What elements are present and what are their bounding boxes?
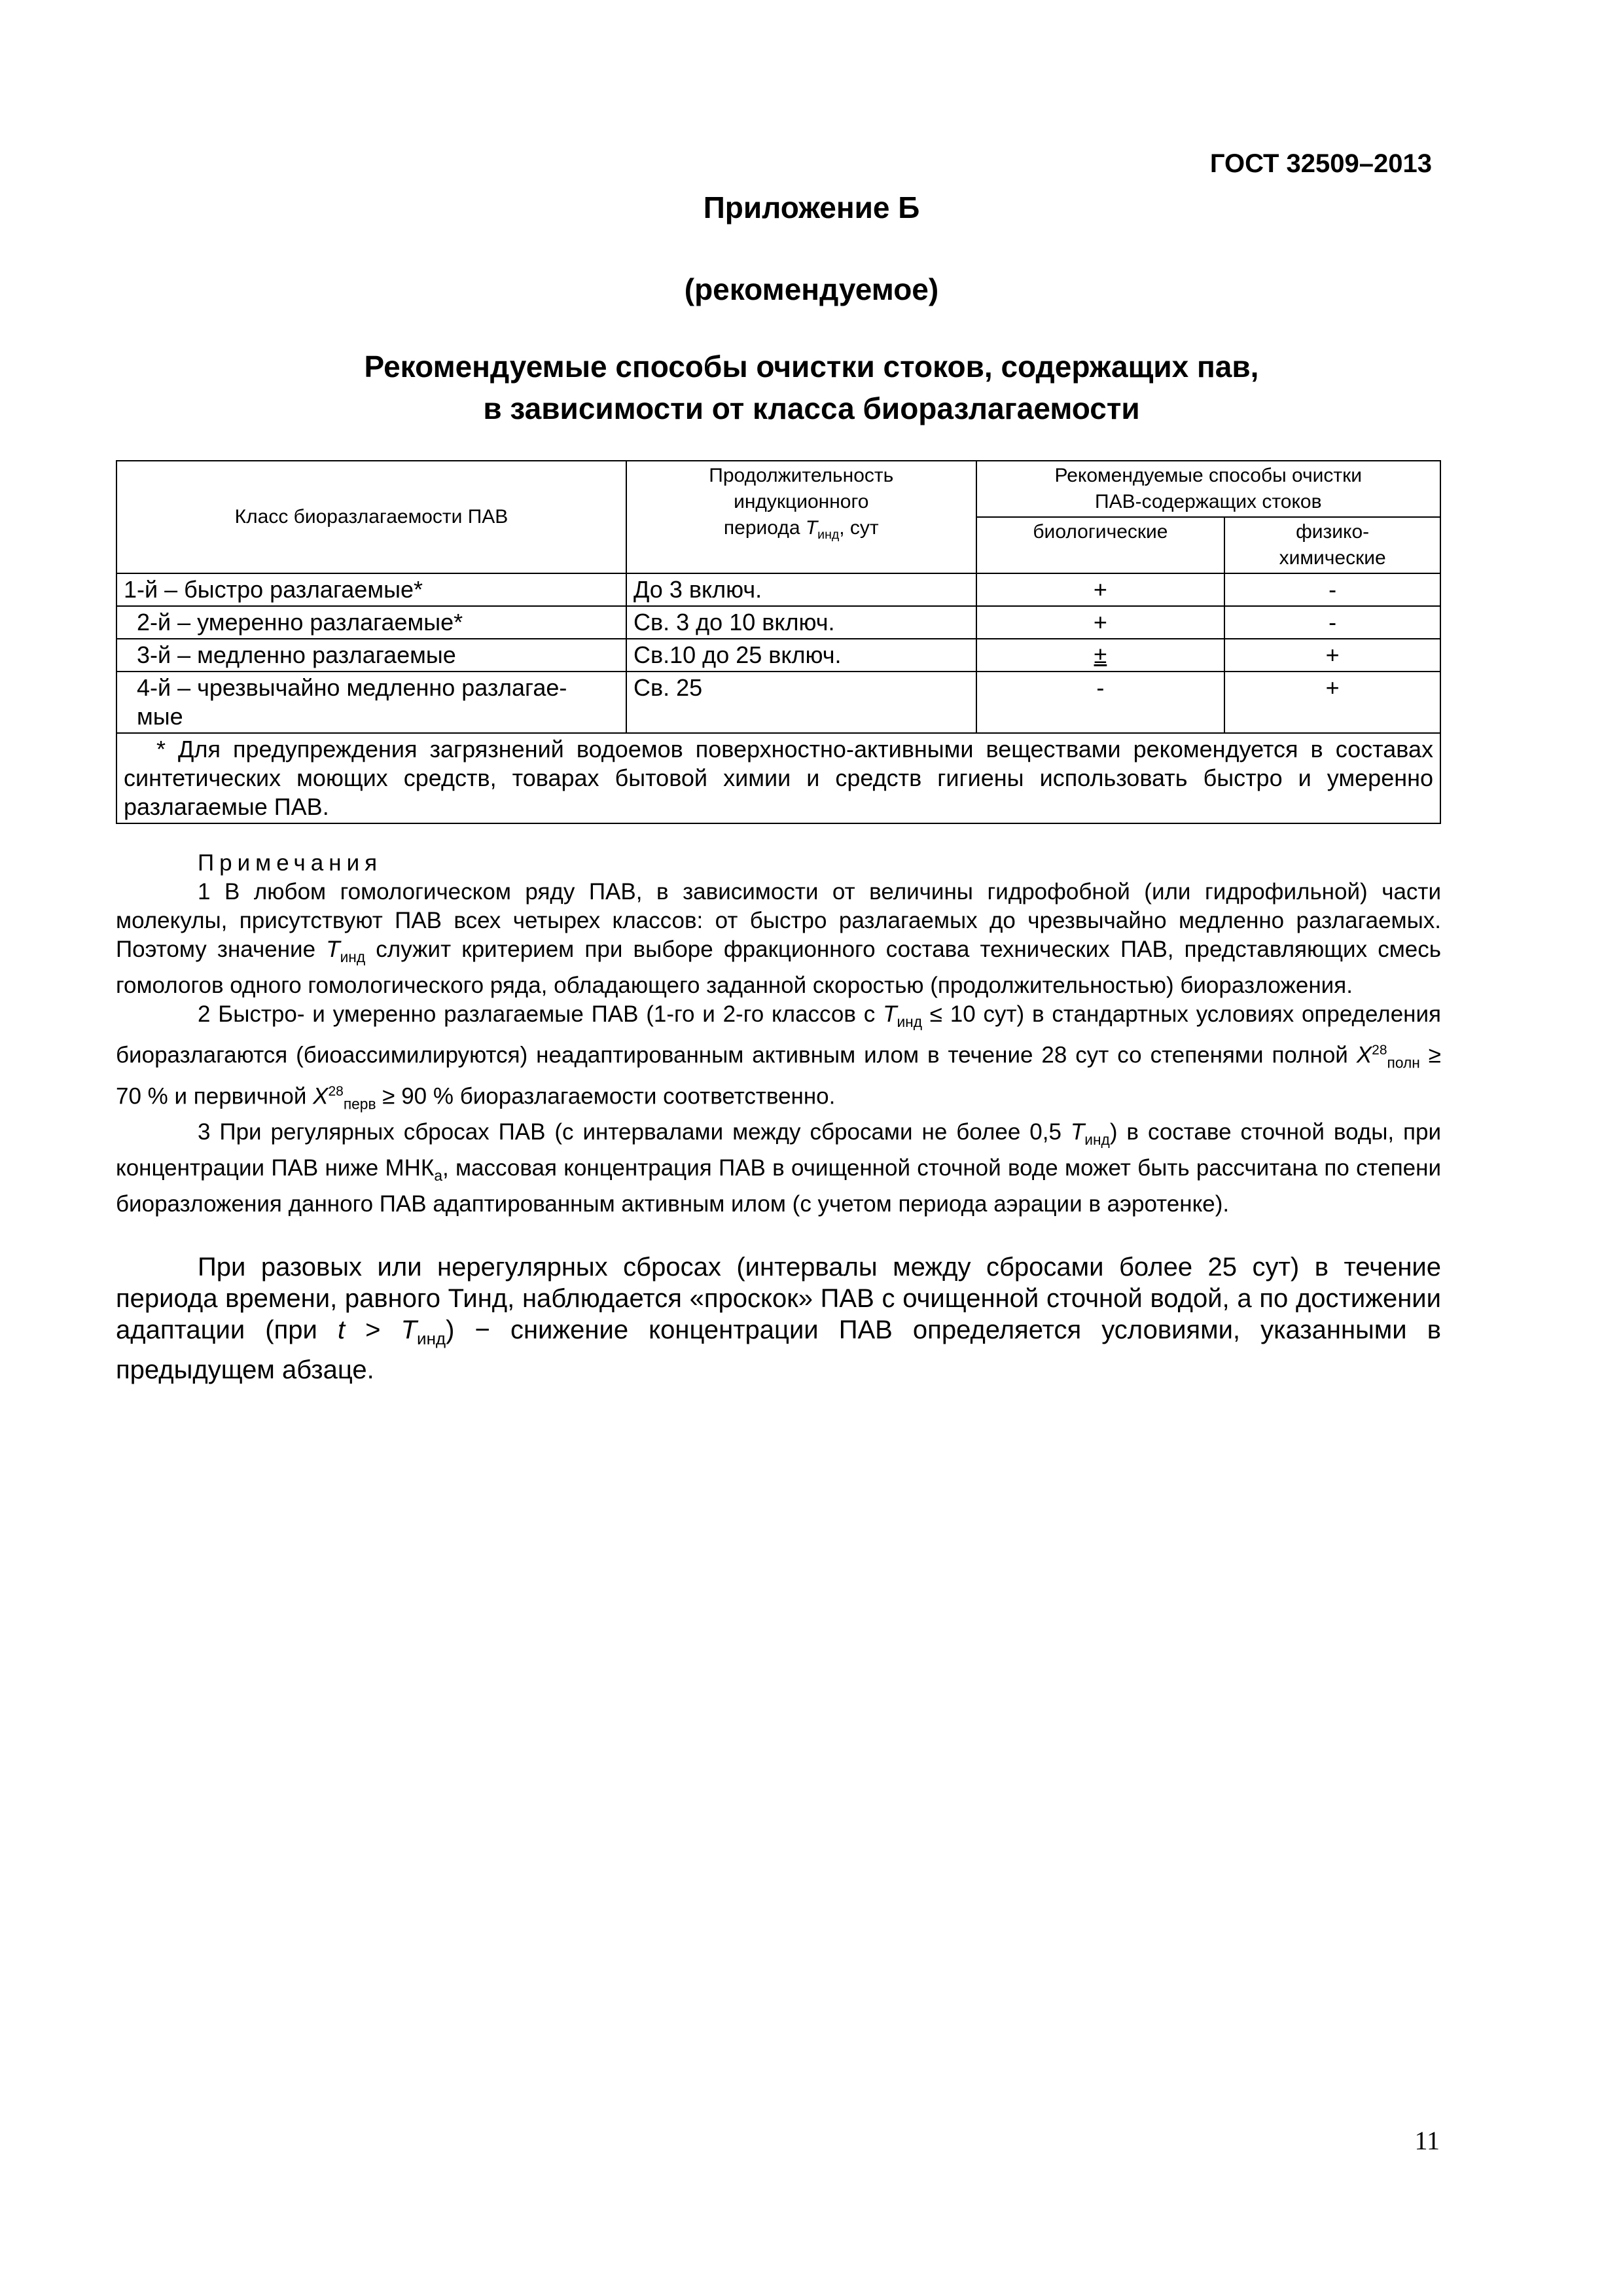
period-cell: Св.10 до 25 включ.	[626, 639, 976, 672]
class-cell: 3-й – медленно разлагаемые	[116, 639, 626, 672]
note-2: 2 Быстро- и умеренно разлагаемые ПАВ (1-го и 2-го классов с $T_{инд} \le 10$ сут) в стандартных условиях определения биоразлагаются (биоассимилируются) неадаптированным активным илом в течение 28 сут со степенями полной $X^{28}_{полн} \ge 70$ % и первичной $X^{28}_{перв} \ge 90$ % биоразлагаемости соответственно.	[116, 1001, 1441, 1113]
biological-cell: -	[976, 672, 1225, 733]
header-duration: Продолжительность индукционного периода $T_{инд}$, сут	[626, 461, 976, 573]
physicochemical-cell: +	[1224, 639, 1440, 672]
notes-block	[116, 849, 1441, 1219]
header-physicochemical: физико- химические	[1224, 517, 1440, 573]
table-row	[116, 573, 1440, 606]
table-footnote-row	[116, 733, 1440, 823]
biological-cell: ±	[976, 639, 1225, 672]
appendix-heading-line2: в зависимости от класса биоразлагаемости	[483, 391, 1140, 425]
table-row	[116, 672, 1440, 733]
header-class: Класс биоразлагаемости ПАВ	[116, 461, 626, 573]
appendix-heading-line1: Рекомендуемые способы очистки стоков, содержащих пав,	[364, 350, 1259, 384]
appendix-title: Приложение Б	[703, 190, 920, 224]
note-1: 1 В любом гомологическом ряду ПАВ, в зависимости от величины гидрофобной (или гидрофильной) части молекулы, присутствуют ПАВ всех четырех классов: от быстро разлагаемых до чрезвычайно медленно разлагаемых. Поэтому значение $T_{инд}$ служит критерием при выборе фракционного состава технических ПАВ, представляющих смесь гомологов одного гомологического ряда, обладающего заданной скоростью (продолжительностью) биоразложения.	[116, 879, 1441, 998]
biological-cell: +	[976, 573, 1225, 606]
page-number: 11	[1414, 2126, 1440, 2155]
period-cell: До 3 включ.	[626, 573, 976, 606]
table-footnote: * Для предупреждения загрязнений водоемов поверхностно-активными веществами рекомендуется в составах синтетических моющих средств, товарах бытовой химии и средств гигиены использовать быстро и умеренно разлагаемые ПАВ.	[116, 733, 1440, 823]
class-cell: 1-й – быстро разлагаемые*	[116, 573, 626, 606]
treatment-methods-table	[116, 460, 1441, 824]
note-3: 3 При регулярных сбросах ПАВ (с интервалами между сбросами не более 0,5 $T_{инд}$) в составе сточной воды, при концентрации ПАВ ниже $МНК_а$, массовая концентрация ПАВ в очищенной сточной воде может быть рассчитана по степени биоразложения данного ПАВ адаптированным активным илом (с учетом периода аэрации в аэротенке).	[116, 1119, 1441, 1217]
period-cell: Св. 25	[626, 672, 976, 733]
appendix-status: (рекомендуемое)	[684, 272, 939, 306]
period-cell: Св. 3 до 10 включ.	[626, 606, 976, 639]
notes-heading: Примечания	[198, 850, 383, 876]
header-biological: биологические	[976, 517, 1225, 573]
physicochemical-cell: -	[1224, 573, 1440, 606]
standard-code: ГОСТ 32509–2013	[1209, 149, 1432, 178]
table-row	[116, 606, 1440, 639]
table-row	[116, 639, 1440, 672]
physicochemical-cell: -	[1224, 606, 1440, 639]
biological-cell: +	[976, 606, 1225, 639]
class-cell: 4-й – чрезвычайно медленно разлагае-мые	[116, 672, 626, 733]
body-paragraph: При разовых или нерегулярных сбросах (интервалы между сбросами более 25 сут) в течение периода времени, равного Тинд, наблюдается «проскок» ПАВ с очищенной сточной водой, а по достижении адаптации (при $t > T_{инд}$) − снижение концентрации ПАВ определяется условиями, указанными в предыдущем абзаце.	[116, 1253, 1441, 1384]
class-cell: 2-й – умеренно разлагаемые*	[116, 606, 626, 639]
physicochemical-cell: +	[1224, 672, 1440, 733]
header-methods: Рекомендуемые способы очистки ПАВ-содержащих стоков	[976, 461, 1440, 517]
appendix-heading	[0, 346, 1623, 429]
